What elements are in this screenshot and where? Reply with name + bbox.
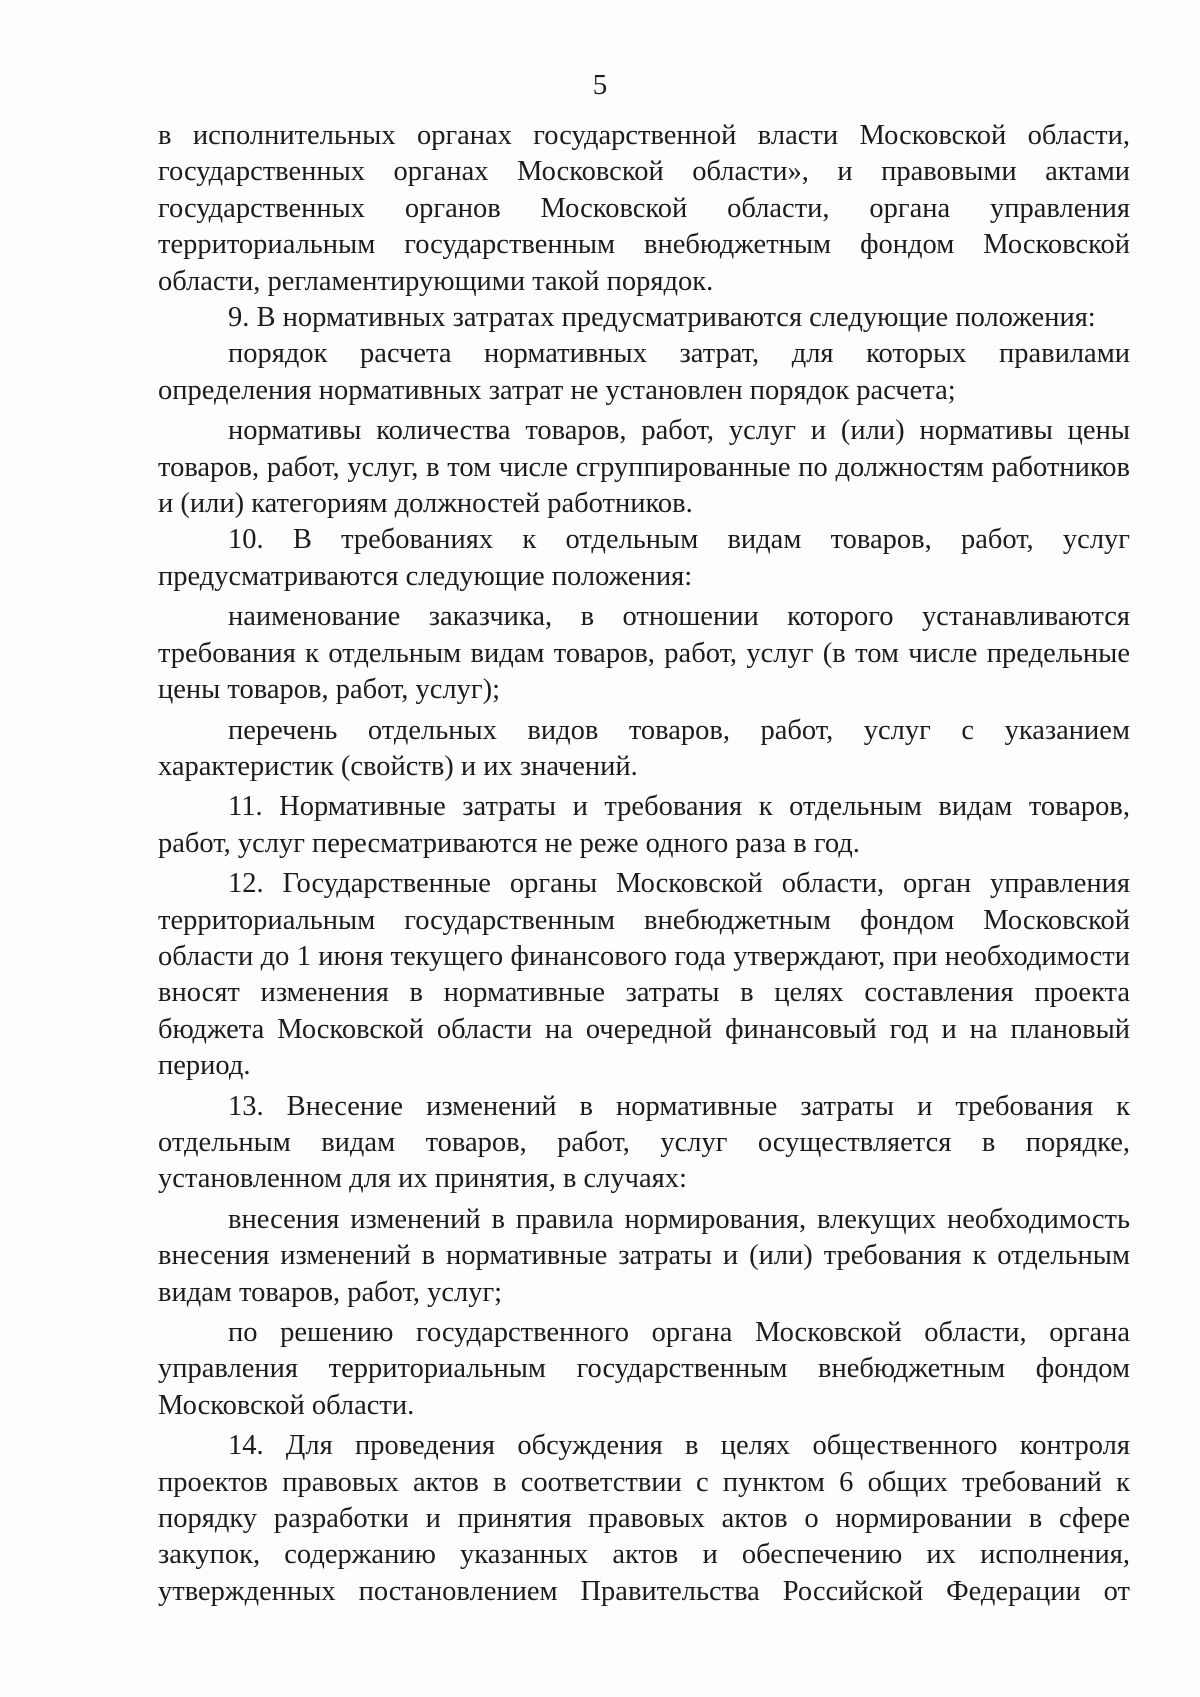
- paragraph-item-13: 13. Внесение изменений в нормативные затраты и требования к отдельным видам товаров, работ, услуг осуществляется в порядке, установленном для их принятия, в случаях:: [158, 1090, 1130, 1195]
- paragraph-item-11: 11. Нормативные затраты и требования к отдельным видам товаров, работ, услуг пересматриваются не реже одного раза в год.: [158, 791, 1130, 859]
- paragraph-item-14: 14. Для проведения обсуждения в целях общественного контроля проектов правовых актов в соответствии с пунктом 6 общих требований к порядку разработки и принятия правовых актов о нормировании в сфере закупок, содержанию указанных актов и обеспечению их исполнения, утвержденных постановлением Правительства Российской Федерации от: [158, 1430, 1130, 1607]
- paragraph-item-9: 9. В нормативных затратах предусматриваются следующие положения:: [228, 302, 1096, 334]
- document-body: [158, 118, 1130, 1610]
- paragraph-item-10-provision-1: наименование заказчика, в отношении которого устанавливаются требования к отдельным видам товаров, работ, услуг (в том числе предельные цены товаров, работ, услуг);: [158, 601, 1130, 706]
- paragraph-item-13-case-2: по решению государственного органа Московской области, органа управления территориальным государственным внебюджетным фондом Московской области.: [158, 1317, 1130, 1421]
- paragraph-item-12: 12. Государственные органы Московской области, орган управления территориальным государственным внебюджетным фондом Московской области до 1 июня текущего финансового года утверждают, при необходимости вносят изменения в нормативные затраты в целях составления проекта бюджета Московской области на очередной финансовый год и на плановый период.: [158, 868, 1130, 1082]
- paragraph-item-13-case-1: внесения изменений в правила нормирования, влекущих необходимость внесения изменений в нормативные затраты и (или) требования к отдельным видам товаров, работ, услуг;: [158, 1203, 1130, 1308]
- paragraph-continuation: в исполнительных органах государственной власти Московской области, государственных органах Московской области», и правовыми актами государственных органов Московской области, органа управления территориальным государственным внебюджетным фондом Московской области, регламентирующими такой порядок.: [158, 120, 1130, 297]
- paragraph-item-9-provision-2: нормативы количества товаров, работ, услуг и (или) нормативы цены товаров, работ, услуг, в том числе сгруппированные по должностям работников и (или) категориям должностей работников.: [158, 415, 1130, 520]
- paragraph-item-10-provision-2: перечень отдельных видов товаров, работ, услуг с указанием характеристик (свойств) и их значений.: [158, 714, 1130, 782]
- paragraph-item-9-provision-1: порядок расчета нормативных затрат, для которых правилами определения нормативных затрат не установлен порядок расчета;: [158, 338, 1130, 406]
- paragraph-item-10: 10. В требованиях к отдельным видам товаров, работ, услуг предусматриваются следующие положения:: [158, 524, 1130, 592]
- page-number: 5: [592, 69, 608, 101]
